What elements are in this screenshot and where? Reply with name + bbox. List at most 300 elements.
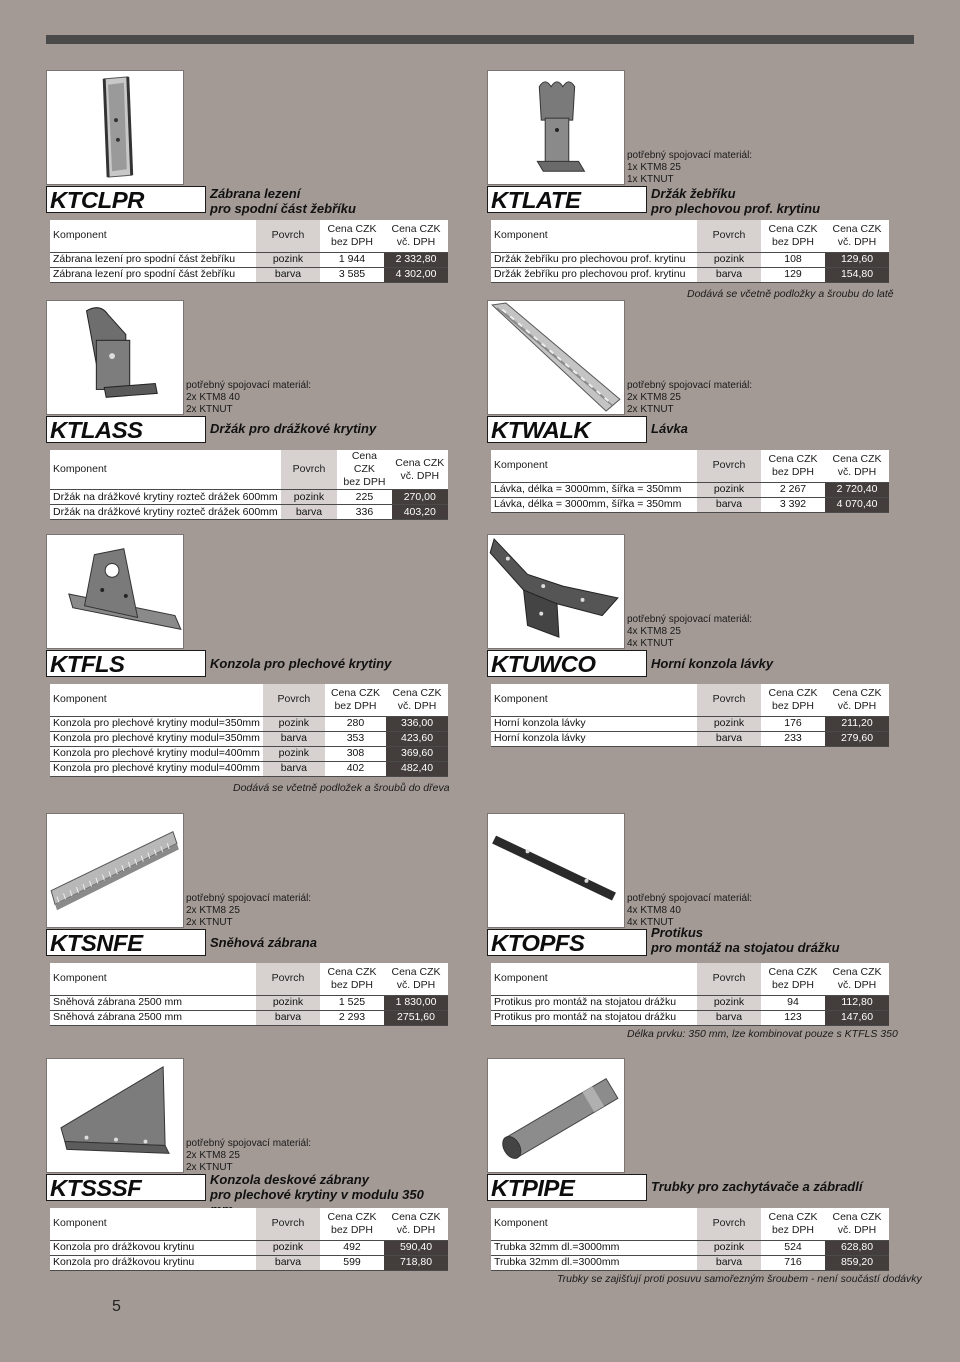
cell-price-incl-vat: 2751,60 <box>384 1010 448 1025</box>
header-vc-dph: vč. DPH <box>837 978 877 991</box>
table-row <box>50 731 448 746</box>
cell-povrch: barva <box>697 267 761 282</box>
fastener-item: 4x KTM8 40 <box>627 905 681 916</box>
header-price-excl-vat <box>337 450 391 490</box>
table-row <box>491 497 889 512</box>
product-note: Délka prvku: 350 mm, lze kombinovat pouze s KTFLS 350 <box>627 1028 898 1040</box>
cell-komponent: Lávka, délka = 3000mm, šířka = 350mm <box>491 482 697 497</box>
header-komponent: Komponent <box>50 450 281 490</box>
fastener-material <box>627 150 752 186</box>
fastener-item: 2x KTNUT <box>186 917 233 928</box>
product-title <box>210 656 391 671</box>
cell-povrch: barva <box>281 505 338 520</box>
price-table-header <box>50 684 448 716</box>
header-price-excl-vat <box>320 1208 384 1240</box>
fastener-material <box>627 380 752 416</box>
fastener-item: 2x KTM8 25 <box>186 1150 240 1161</box>
header-vc-dph: vč. DPH <box>396 978 436 991</box>
fastener-label: potřebný spojovací materiál: <box>627 614 753 625</box>
table-row <box>491 252 889 267</box>
cell-price-incl-vat: 4 070,40 <box>825 497 889 512</box>
header-vc-dph: vč. DPH <box>396 235 436 248</box>
product-ktpipe <box>487 1058 922 1298</box>
cell-komponent: Konzola pro plechové krytiny modul=350mm <box>50 716 263 731</box>
header-bez-dph: bez DPH <box>343 476 386 488</box>
price-table-header <box>491 1208 889 1240</box>
header-povrch: Povrch <box>697 963 761 995</box>
product-note: Trubky se zajišťují proti posuvu samořezným šroubem - není součástí dodávky <box>557 1273 922 1285</box>
header-vc-dph: vč. DPH <box>837 465 877 478</box>
cell-price-incl-vat: 369,60 <box>386 746 448 761</box>
fastener-item: 4x KTM8 25 <box>627 626 681 637</box>
product-code: KTLATE <box>491 187 581 213</box>
fastener-item: 4x KTNUT <box>627 638 674 649</box>
header-povrch: Povrch <box>256 963 320 995</box>
header-price-excl-vat <box>320 220 384 252</box>
cell-price-incl-vat: 482,40 <box>386 761 448 776</box>
product-title-line-2: pro spodní část žebříku <box>210 201 356 216</box>
header-povrch: Povrch <box>256 1208 320 1240</box>
header-price-excl-vat <box>761 450 825 482</box>
header-cena: Cena CZK <box>768 965 818 978</box>
cell-povrch: pozink <box>697 482 761 497</box>
price-table <box>50 220 448 283</box>
cell-komponent: Konzola pro plechové krytiny modul=350mm <box>50 731 263 746</box>
price-table <box>50 450 448 520</box>
price-table <box>491 220 889 283</box>
header-cena: Cena CZK <box>395 456 445 469</box>
cell-komponent: Horní konzola lávky <box>491 731 697 746</box>
header-povrch: Povrch <box>697 450 761 482</box>
cell-povrch: pozink <box>697 252 761 267</box>
product-code-box <box>487 1174 647 1201</box>
table-row <box>50 761 448 776</box>
header-cena: Cena CZK <box>391 1210 441 1223</box>
product-title <box>651 925 840 955</box>
cell-povrch: barva <box>256 1010 320 1025</box>
header-komponent: Komponent <box>50 1208 256 1240</box>
header-komponent: Komponent <box>50 963 256 995</box>
cell-komponent: Trubka 32mm dl.=3000mm <box>491 1255 697 1270</box>
cell-price-excl-vat: 1 525 <box>320 995 384 1010</box>
header-price-incl-vat <box>825 963 889 995</box>
product-code-box <box>46 186 206 213</box>
header-price-excl-vat <box>761 1208 825 1240</box>
product-code-box <box>487 650 647 677</box>
product-code: KTCLPR <box>50 187 144 213</box>
table-row <box>50 1255 448 1270</box>
header-bez-dph: bez DPH <box>771 978 814 991</box>
header-komponent: Komponent <box>491 220 697 252</box>
table-row <box>491 716 889 731</box>
product-ktsssf <box>46 1058 448 1298</box>
cell-povrch: pozink <box>256 995 320 1010</box>
ktlate-product-image <box>487 70 625 185</box>
cell-komponent: Lávka, délka = 3000mm, šířka = 350mm <box>491 497 697 512</box>
cell-price-excl-vat: 3 392 <box>761 497 825 512</box>
table-row <box>491 267 889 282</box>
cell-povrch: barva <box>697 497 761 512</box>
cell-komponent: Zábrana lezení pro spodní část žebříku <box>50 252 256 267</box>
product-code-box <box>487 186 647 213</box>
table-row <box>491 1010 889 1025</box>
cell-price-excl-vat: 1 944 <box>320 252 384 267</box>
fastener-item: 2x KTNUT <box>186 404 233 415</box>
cell-povrch: pozink <box>281 490 338 505</box>
ktclpr-product-image <box>46 70 184 185</box>
header-cena: Cena CZK <box>832 1210 882 1223</box>
cell-price-excl-vat: 225 <box>337 490 391 505</box>
cell-price-excl-vat: 336 <box>337 505 391 520</box>
header-bez-dph: bez DPH <box>771 1223 814 1236</box>
header-vc-dph: vč. DPH <box>837 1223 877 1236</box>
fastener-item: 2x KTM8 40 <box>186 392 240 403</box>
product-ktlass <box>46 300 448 540</box>
header-cena: Cena CZK <box>832 686 882 699</box>
cell-povrch: pozink <box>263 716 325 731</box>
product-ktuwco <box>487 534 889 774</box>
product-ktwalk <box>487 300 889 540</box>
cell-price-excl-vat: 2 293 <box>320 1010 384 1025</box>
cell-price-excl-vat: 492 <box>320 1240 384 1255</box>
header-cena: Cena CZK <box>768 686 818 699</box>
cell-povrch: barva <box>697 1255 761 1270</box>
product-code-box <box>46 416 206 443</box>
header-komponent: Komponent <box>491 1208 697 1240</box>
fastener-item: 2x KTM8 25 <box>627 392 681 403</box>
cell-price-incl-vat: 279,60 <box>825 731 889 746</box>
header-price-incl-vat <box>825 1208 889 1240</box>
ktopfs-product-image <box>487 813 625 928</box>
cell-price-excl-vat: 353 <box>325 731 386 746</box>
price-table-header <box>50 220 448 252</box>
cell-price-incl-vat: 154,80 <box>825 267 889 282</box>
product-code: KTSSSF <box>50 1175 142 1201</box>
cell-komponent: Držák na drážkové krytiny rozteč drážek 600mm <box>50 490 281 505</box>
header-bez-dph: bez DPH <box>771 235 814 248</box>
cell-komponent: Konzola pro drážkovou krytinu <box>50 1240 256 1255</box>
table-row <box>491 995 889 1010</box>
cell-price-excl-vat: 524 <box>761 1240 825 1255</box>
cell-povrch: barva <box>263 761 325 776</box>
table-row <box>491 482 889 497</box>
header-price-incl-vat <box>384 220 448 252</box>
header-vc-dph: vč. DPH <box>837 235 877 248</box>
product-title-line-1: Lávka <box>651 421 688 436</box>
fastener-label: potřebný spojovací materiál: <box>627 380 753 391</box>
cell-price-incl-vat: 112,80 <box>825 995 889 1010</box>
ktwalk-product-image <box>487 300 625 415</box>
cell-price-incl-vat: 403,20 <box>392 505 448 520</box>
product-title-line-1: Držák žebříku <box>651 186 736 201</box>
price-table <box>491 450 889 513</box>
cell-komponent: Sněhová zábrana 2500 mm <box>50 995 256 1010</box>
header-bez-dph: bez DPH <box>330 1223 373 1236</box>
fastener-item: 2x KTNUT <box>186 1162 233 1173</box>
price-table <box>50 963 448 1026</box>
product-code-box <box>46 929 206 956</box>
table-row <box>491 731 889 746</box>
header-price-incl-vat <box>825 220 889 252</box>
header-cena: Cena CZK <box>832 452 882 465</box>
table-row <box>491 1240 889 1255</box>
table-row <box>50 995 448 1010</box>
table-row <box>491 1255 889 1270</box>
price-table <box>491 963 889 1026</box>
price-table-header <box>491 220 889 252</box>
header-price-incl-vat <box>384 963 448 995</box>
cell-price-incl-vat: 628,80 <box>825 1240 889 1255</box>
table-row <box>50 1010 448 1025</box>
cell-komponent: Konzola pro plechové krytiny modul=400mm <box>50 761 263 776</box>
cell-price-excl-vat: 280 <box>325 716 386 731</box>
product-note: Dodává se včetně podložek a šroubů do dřeva <box>233 782 450 794</box>
product-code: KTPIPE <box>491 1175 575 1201</box>
header-komponent: Komponent <box>491 684 697 716</box>
header-price-incl-vat <box>386 684 448 716</box>
product-code-box <box>487 929 647 956</box>
header-price-excl-vat <box>761 963 825 995</box>
product-ktopfs <box>487 813 898 1053</box>
cell-komponent: Držák žebříku pro plechovou prof. krytinu <box>491 267 697 282</box>
cell-price-incl-vat: 859,20 <box>825 1255 889 1270</box>
header-cena: Cena CZK <box>391 965 441 978</box>
header-povrch: Povrch <box>697 220 761 252</box>
fastener-item: 2x KTM8 25 <box>186 905 240 916</box>
fastener-item: 1x KTNUT <box>627 174 674 185</box>
cell-price-incl-vat: 2 720,40 <box>825 482 889 497</box>
cell-povrch: barva <box>263 731 325 746</box>
ktlass-product-image <box>46 300 184 415</box>
header-price-incl-vat <box>825 684 889 716</box>
fastener-item: 2x KTNUT <box>627 404 674 415</box>
header-povrch: Povrch <box>263 684 325 716</box>
cell-povrch: pozink <box>263 746 325 761</box>
cell-price-excl-vat: 3 585 <box>320 267 384 282</box>
product-title-line-1: Konzola pro plechové krytiny <box>210 656 392 671</box>
header-komponent: Komponent <box>50 684 263 716</box>
header-cena: Cena CZK <box>768 452 818 465</box>
table-row <box>50 746 448 761</box>
cell-komponent: Držák žebříku pro plechovou prof. krytinu <box>491 252 697 267</box>
header-cena: Cena CZK <box>330 686 380 699</box>
cell-povrch: pozink <box>697 716 761 731</box>
cell-price-excl-vat: 402 <box>325 761 386 776</box>
cell-price-excl-vat: 176 <box>761 716 825 731</box>
product-ktclpr <box>46 70 448 310</box>
header-vc-dph: vč. DPH <box>400 469 440 482</box>
cell-komponent: Zábrana lezení pro spodní část žebříku <box>50 267 256 282</box>
header-bez-dph: bez DPH <box>334 699 377 712</box>
price-table-header <box>50 963 448 995</box>
product-title <box>651 1179 862 1194</box>
price-table <box>50 1208 448 1271</box>
cell-price-incl-vat: 718,80 <box>384 1255 448 1270</box>
header-cena: Cena CZK <box>832 222 882 235</box>
header-cena: Cena CZK <box>832 965 882 978</box>
cell-komponent: Sněhová zábrana 2500 mm <box>50 1010 256 1025</box>
product-title-line-1: Horní konzola lávky <box>651 656 774 671</box>
header-komponent: Komponent <box>491 963 697 995</box>
cell-price-incl-vat: 590,40 <box>384 1240 448 1255</box>
top-decorative-bar <box>46 35 914 44</box>
cell-price-incl-vat: 2 332,80 <box>384 252 448 267</box>
product-code: KTFLS <box>50 651 125 677</box>
header-price-excl-vat <box>761 684 825 716</box>
product-note: Dodává se včetně podložky a šroubu do latě <box>687 288 894 300</box>
product-title-line-1: Sněhová zábrana <box>210 935 317 950</box>
product-code-box <box>46 1174 206 1201</box>
fastener-material <box>627 893 752 929</box>
cell-price-excl-vat: 129 <box>761 267 825 282</box>
price-table <box>491 684 889 747</box>
product-title-line-2: pro plechovou prof. krytinu <box>651 201 821 216</box>
price-table-header <box>491 684 889 716</box>
header-komponent: Komponent <box>50 220 256 252</box>
header-cena: Cena CZK <box>768 1210 818 1223</box>
cell-komponent: Protikus pro montáž na stojatou drážku <box>491 1010 697 1025</box>
fastener-label: potřebný spojovací materiál: <box>627 150 753 161</box>
header-povrch: Povrch <box>256 220 320 252</box>
header-vc-dph: vč. DPH <box>397 699 437 712</box>
header-price-incl-vat <box>825 450 889 482</box>
cell-price-incl-vat: 147,60 <box>825 1010 889 1025</box>
cell-price-excl-vat: 308 <box>325 746 386 761</box>
product-code: KTLASS <box>50 417 143 443</box>
cell-price-incl-vat: 4 302,00 <box>384 267 448 282</box>
table-row <box>50 505 448 520</box>
product-title <box>210 935 317 950</box>
price-table <box>50 684 448 777</box>
price-table-header <box>491 963 889 995</box>
header-cena: Cena CZK <box>327 965 377 978</box>
product-code-box <box>46 650 206 677</box>
price-table-header <box>50 1208 448 1240</box>
product-code: KTUWCO <box>491 651 596 677</box>
cell-povrch: barva <box>256 1255 320 1270</box>
ktfls-product-image <box>46 534 184 649</box>
ktsssf-product-image <box>46 1058 184 1173</box>
header-price-excl-vat <box>320 963 384 995</box>
header-vc-dph: vč. DPH <box>396 1223 436 1236</box>
cell-price-excl-vat: 108 <box>761 252 825 267</box>
cell-komponent: Držák na drážkové krytiny rozteč drážek 600mm <box>50 505 281 520</box>
cell-komponent: Konzola pro plechové krytiny modul=400mm <box>50 746 263 761</box>
product-code: KTOPFS <box>491 930 585 956</box>
header-komponent: Komponent <box>491 450 697 482</box>
fastener-material <box>627 614 752 650</box>
table-row <box>50 490 448 505</box>
price-table <box>491 1208 889 1271</box>
header-cena: Cena CZK <box>327 1210 377 1223</box>
product-code-box <box>487 416 647 443</box>
header-bez-dph: bez DPH <box>771 699 814 712</box>
cell-price-incl-vat: 336,00 <box>386 716 448 731</box>
cell-komponent: Horní konzola lávky <box>491 716 697 731</box>
header-povrch: Povrch <box>697 684 761 716</box>
cell-price-excl-vat: 94 <box>761 995 825 1010</box>
cell-price-incl-vat: 423,60 <box>386 731 448 746</box>
header-cena: Cena CZK <box>768 222 818 235</box>
product-title-line-1: Trubky pro zachytávače a zábradlí <box>651 1179 863 1194</box>
product-title <box>210 186 356 216</box>
cell-price-excl-vat: 123 <box>761 1010 825 1025</box>
cell-komponent: Konzola pro drážkovou krytinu <box>50 1255 256 1270</box>
cell-povrch: pozink <box>697 995 761 1010</box>
header-povrch: Povrch <box>281 450 338 490</box>
cell-price-excl-vat: 2 267 <box>761 482 825 497</box>
header-bez-dph: bez DPH <box>330 978 373 991</box>
cell-price-incl-vat: 1 830,00 <box>384 995 448 1010</box>
table-row <box>50 716 448 731</box>
fastener-label: potřebný spojovací materiál: <box>186 380 312 391</box>
cell-price-excl-vat: 716 <box>761 1255 825 1270</box>
table-row <box>50 1240 448 1255</box>
product-title <box>651 186 820 216</box>
fastener-label: potřebný spojovací materiál: <box>186 893 312 904</box>
product-title-line-1: Zábrana lezení <box>210 186 301 201</box>
header-price-excl-vat <box>325 684 386 716</box>
cell-price-excl-vat: 599 <box>320 1255 384 1270</box>
header-price-incl-vat <box>384 1208 448 1240</box>
fastener-material <box>186 380 311 416</box>
fastener-item: 4x KTNUT <box>627 917 674 928</box>
product-ktlate <box>487 70 894 310</box>
product-title-line-1: Protikus <box>651 925 704 940</box>
price-table-header <box>491 450 889 482</box>
header-price-excl-vat <box>761 220 825 252</box>
header-cena: Cena CZK <box>392 686 442 699</box>
header-bez-dph: bez DPH <box>330 235 373 248</box>
header-vc-dph: vč. DPH <box>837 699 877 712</box>
header-price-incl-vat <box>392 450 448 490</box>
product-title <box>210 421 376 436</box>
fastener-label: potřebný spojovací materiál: <box>186 1138 312 1149</box>
fastener-label: potřebný spojovací materiál: <box>627 893 753 904</box>
cell-povrch: pozink <box>697 1240 761 1255</box>
table-row <box>50 252 448 267</box>
price-table-header <box>50 450 448 490</box>
cell-price-incl-vat: 129,60 <box>825 252 889 267</box>
cell-price-incl-vat: 270,00 <box>392 490 448 505</box>
fastener-item: 1x KTM8 25 <box>627 162 681 173</box>
ktuwco-product-image <box>487 534 625 649</box>
product-ktsnfe <box>46 813 448 1053</box>
cell-povrch: pozink <box>256 1240 320 1255</box>
cell-povrch: barva <box>256 267 320 282</box>
fastener-material <box>186 893 311 929</box>
table-row <box>50 267 448 282</box>
cell-komponent: Trubka 32mm dl.=3000mm <box>491 1240 697 1255</box>
product-code: KTWALK <box>491 417 591 443</box>
cell-komponent: Protikus pro montáž na stojatou drážku <box>491 995 697 1010</box>
fastener-material <box>186 1138 311 1174</box>
product-code: KTSNFE <box>50 930 143 956</box>
ktsnfe-product-image <box>46 813 184 928</box>
product-title-line-2: pro montáž na stojatou drážku <box>651 940 840 955</box>
page-number: 5 <box>112 1298 121 1315</box>
product-title <box>651 421 688 436</box>
header-povrch: Povrch <box>697 1208 761 1240</box>
header-bez-dph: bez DPH <box>771 465 814 478</box>
product-title-line-1: Konzola deskové zábrany <box>210 1172 369 1187</box>
product-title-line-2: pro plechové krytiny v modulu 350 <box>210 1187 424 1202</box>
ktpipe-product-image <box>487 1058 625 1173</box>
product-title-line-1: Držák pro drážkové krytiny <box>210 421 377 436</box>
cell-price-incl-vat: 211,20 <box>825 716 889 731</box>
cell-price-excl-vat: 233 <box>761 731 825 746</box>
cell-povrch: barva <box>697 731 761 746</box>
